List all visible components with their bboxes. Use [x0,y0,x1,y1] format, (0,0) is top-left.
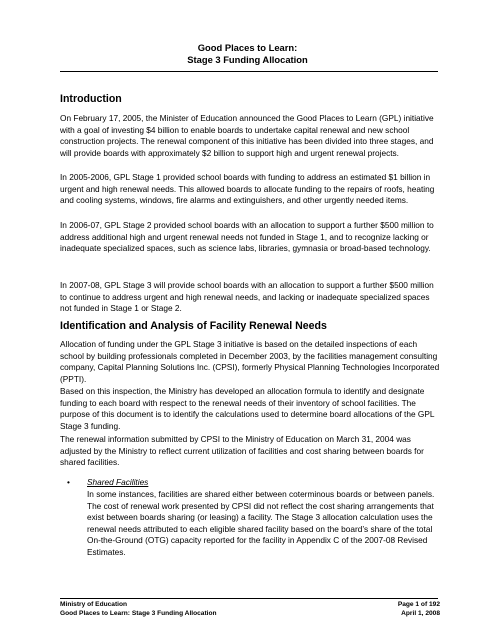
introduction-heading: Introduction [60,93,122,105]
footer-document-title: Good Places to Learn: Stage 3 Funding Allocation [60,610,217,617]
footer-date: April 1, 2008 [401,610,440,617]
section2-paragraph-2: Based on this inspection, the Ministry has developed an allocation formula to identify and designate funding to each board with respect to the renewal needs of their inventory of school facilities. The purpose of this document is to identify the calculations used to determine board allocations of the GPL Stage 3 funding. [60,386,435,431]
facility-renewal-heading: Identification and Analysis of Facility Renewal Needs [60,320,327,332]
shared-facilities-heading: Shared Facilities [87,477,149,487]
shared-facilities-text: In some instances, facilities are shared either between coterminous boards or between panels. The cost of renewal work presented by CPSI did not reflect the cost sharing arrangements that exist between boards sharing (or leasing) a facility. The Stage 3 allocation calculation uses the renewal needs attributed to each eligible shared facility based on the board’s share of the total On-the-Ground (OTG) capacity reported for the facility in Appendix C of the 2007-08 Revised Estimates. [87,489,435,557]
footer-page-number: Page 1 of 192 [397,601,440,608]
header-rule [60,71,438,72]
title-line-2: Stage 3 Funding Allocation [187,54,308,65]
intro-paragraph-3: In 2006-07, GPL Stage 2 provided school boards with an allocation to support a further $500 million to address additional high and urgent renewal needs not funded in Stage 1, and to recognize lacking or inadequate specialized spaces, such as science labs, libraries, gymnasia or broad-based technology. [60,220,434,254]
bullet-icon: • [67,477,70,487]
footer-ministry: Ministry of Education [60,601,128,608]
section2-paragraph-1: Allocation of funding under the GPL Stage 3 initiative is based on the detailed inspections of each school by building professionals completed in December 2003, by the facilities management consulting company, Capital Planning Solutions Inc. (CPSI), formerly Physical Planning Technologies Incorporated (PPTI). [60,339,440,384]
footer-rule [60,598,438,599]
footer [60,600,440,618]
intro-paragraph-4: In 2007-08, GPL Stage 3 will provide school boards with an allocation to support a further $500 million to continue to address urgent and high renewal needs, and lacking or inadequate specialized spaces not funded in Stage 1 or Stage 2. [60,280,434,314]
document-title [60,42,435,66]
title-line-1: Good Places to Learn: [197,42,298,53]
section2-paragraph-3: The renewal information submitted by CPSI to the Ministry of Education on March 31, 2004 was adjusted by the Ministry to reflect current utilization of facilities and cost sharing between boards for shared facilities. [60,434,424,468]
intro-paragraph-2: In 2005-2006, GPL Stage 1 provided school boards with funding to address an estimated $1 billion in urgent and high renewal needs. This allowed boards to allocate funding to the repairs of roofs, heating and cooling systems, windows, fire alarms and extinguishers, and other urgently needed items. [60,172,435,206]
intro-paragraph-1: On February 17, 2005, the Minister of Education announced the Good Places to Learn (GPL) initiative with a goal of investing $4 billion to enable boards to undertake capital renewal and new school construction projects. The renewal component of this initiative has been divided into three stages, and will provide boards with approximately $2 billion to support high and urgent renewal projects. [60,113,434,158]
